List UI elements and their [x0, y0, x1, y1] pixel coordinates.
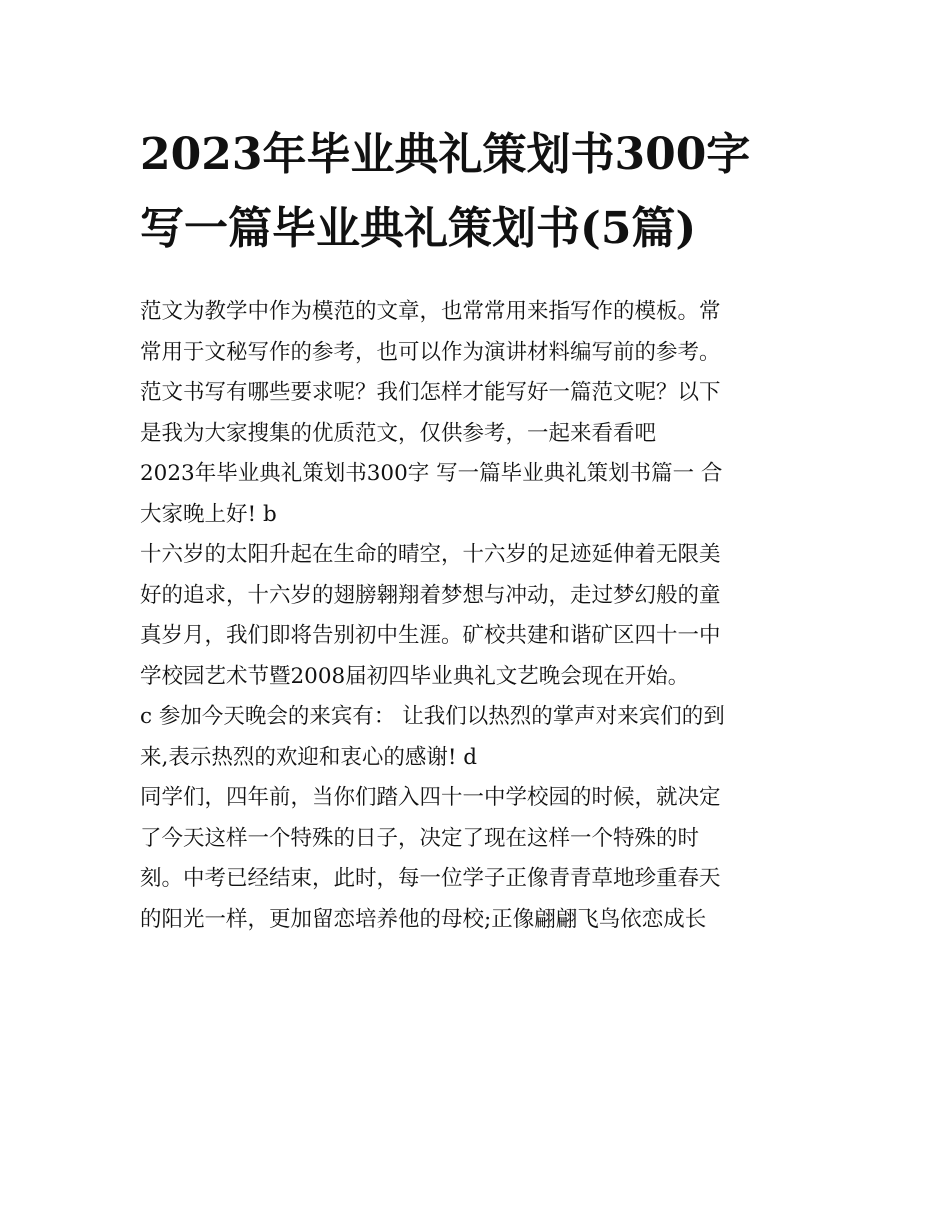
text-line: 常用于文秘写作的参考，也可以作为演讲材料编写前的参考。	[140, 339, 721, 365]
text-line: 了今天这样一个特殊的日子，决定了现在这样一个特殊的时	[140, 825, 700, 851]
text-line: 刻。中考已经结束，此时，每一位学子正像青青草地珍重春天	[140, 866, 721, 891]
text-line: c 参加今天晚会的来宾有： 让我们以热烈的掌声对来宾们的到	[140, 704, 725, 729]
text-line: 十六岁的太阳升起在生命的晴空，十六岁的足迹延伸着无限美	[140, 542, 721, 567]
text-line: 大家晚上好! b	[140, 501, 277, 527]
document-body	[140, 292, 812, 940]
text-line: 2023年毕业典礼策划书300字 写一篇毕业典礼策划书篇一 合	[140, 461, 723, 486]
title-line: 写一篇毕业典礼策划书(5篇)	[140, 203, 697, 254]
paragraph-students	[140, 778, 812, 940]
title-line: 2023年毕业典礼策划书300字	[140, 129, 751, 180]
text-line: 是我为大家搜集的优质范文，仅供参考，一起来看看吧	[140, 420, 657, 446]
text-line: 真岁月，我们即将告别初中生涯。矿校共建和谐矿区四十一中	[140, 623, 721, 648]
text-line: 范文书写有哪些要求呢？我们怎样才能写好一篇范文呢？以下	[140, 380, 721, 405]
text-line: 范文为教学中作为模范的文章，也常常用来指写作的模板。常	[140, 299, 721, 324]
paragraph-opening	[140, 535, 812, 697]
text-line: 来,表示热烈的欢迎和衷心的感谢! d	[140, 744, 478, 770]
text-line: 好的追求，十六岁的翅膀翱翔着梦想与冲动，走过梦幻般的童	[140, 582, 721, 608]
paragraph-heading	[140, 454, 812, 535]
document-title	[140, 118, 812, 266]
paragraph-intro	[140, 292, 812, 454]
paragraph-guests	[140, 697, 812, 778]
document-page	[140, 118, 812, 940]
text-line: 学校园艺术节暨2008届初四毕业典礼文艺晚会现在开始。	[140, 663, 690, 689]
text-line: 同学们，四年前，当你们踏入四十一中学校园的时候，就决定	[140, 785, 721, 810]
text-line: 的阳光一样，更加留恋培养他的母校;正像翩翩飞鸟依恋成长	[140, 906, 707, 932]
